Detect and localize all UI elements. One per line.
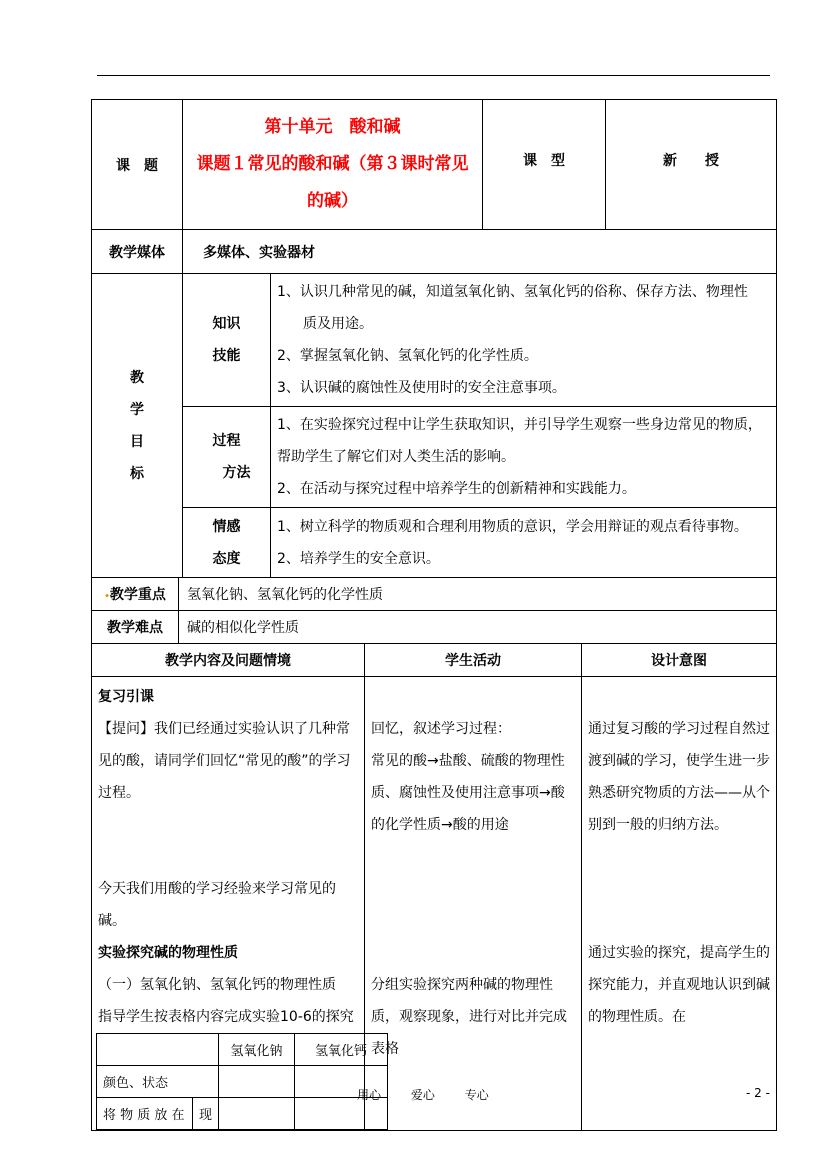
page-number: - 2 - [746, 1086, 770, 1100]
label-keypoint: •教学重点 [92, 578, 179, 611]
label-difficulty: 教学难点 [92, 611, 179, 644]
activity-1: 回忆，叙述学习过程： [371, 721, 511, 737]
label-emotion: 情感 态度 [183, 508, 271, 578]
footer-c: 专心 [464, 1088, 489, 1102]
col-activity: 学生活动 [365, 644, 582, 677]
intent-2: 通过实验的探究，提高学生的探究能力，并直观地认识到碱的物理性质。在 [588, 945, 770, 1025]
today-text: 今天我们用酸的学习经验来学习常见的碱。 [98, 881, 336, 929]
emotion-items: 1、树立科学的物质观和合理利用物质的意识，学会用辩证的观点看待事物。 2、培养学生的安全意识。 [271, 508, 777, 578]
inner-head-caoh: 氢氧化钙 [295, 1034, 388, 1066]
lesson-title: 课题１常见的酸和碱（第３课时常见的碱） [196, 154, 469, 211]
footer-a: 用心 [357, 1088, 382, 1102]
activity-cell [365, 677, 582, 1131]
col-content: 教学内容及问题情境 [92, 644, 365, 677]
inner-head-naoh: 氢氧化钠 [219, 1034, 295, 1066]
difficulty-value: 碱的相似化学性质 [179, 611, 777, 644]
properties-table [96, 1033, 388, 1130]
activity-2: 常见的酸→盐酸、硫酸的物理性质、腐蚀性及使用注意事项→酸的化学性质→酸的用途 [371, 753, 565, 833]
intent-cell [582, 677, 777, 1131]
explore-title: 实验探究碱的物理性质 [98, 945, 238, 961]
label-process: 过程 方法 [183, 407, 271, 508]
label-keti: 课 题 [92, 100, 183, 230]
content-cell [92, 677, 365, 1131]
media-value: 多媒体、实验器材 [183, 230, 777, 274]
unit-title: 第十单元 酸和碱 [264, 117, 401, 137]
title-cell [183, 100, 483, 230]
sub-title-1: （一）氢氧化钠、氢氧化钙的物理性质 [98, 977, 336, 993]
review-title: 复习引课 [98, 689, 154, 705]
inner-row-color: 颜色、状态 [97, 1066, 219, 1098]
guide-text: 指导学生按表格内容完成实验10-6的探究 [98, 1009, 354, 1025]
knowledge-items: 1、认识几种常见的碱，知道氢氧化钠、氢氧化钙的俗称、保存方法、物理性 质及用途。 2、掌握氢氧化钠、氢氧化钙的化学性质。 3、认识碱的腐蚀性及使用时的安全注意事项。 [271, 274, 777, 407]
keypoint-value: 氢氧化钠、氢氧化钙的化学性质 [179, 578, 777, 611]
label-knowledge: 知识 技能 [183, 274, 271, 407]
label-goals: 教 学 目 标 [92, 274, 183, 578]
label-kexing: 课 型 [483, 100, 606, 230]
lesson-plan-table [91, 99, 777, 1131]
col-intent: 设计意图 [582, 644, 777, 677]
intent-1: 通过复习酸的学习过程自然过渡到碱的学习，使学生进一步熟悉研究物质的方法——从个别到一般的归纳方法。 [588, 721, 770, 833]
inner-row-place-b: 现 [193, 1098, 219, 1130]
question-text: 【提问】我们已经通过实验认识了几种常见的酸，请同学们回忆“常见的酸”的学习过程。 [98, 721, 351, 801]
activity-3: 分组实验探究两种碱的物理性质，观察现象，进行对比并完成表格 [371, 977, 567, 1057]
kexing-value: 新 授 [606, 100, 777, 230]
inner-row-place: 将 物 质 放 在 [97, 1098, 193, 1130]
header-rule [97, 75, 770, 76]
process-items: 1、在实验探究过程中让学生获取知识，并引导学生观察一些身边常见的物质， 帮助学生了解它们对人类生活的影响。 2、在活动与探究过程中培养学生的创新精神和实践能力。 [271, 407, 777, 508]
footer-b: 爱心 [410, 1088, 435, 1102]
label-media: 教学媒体 [92, 230, 183, 274]
